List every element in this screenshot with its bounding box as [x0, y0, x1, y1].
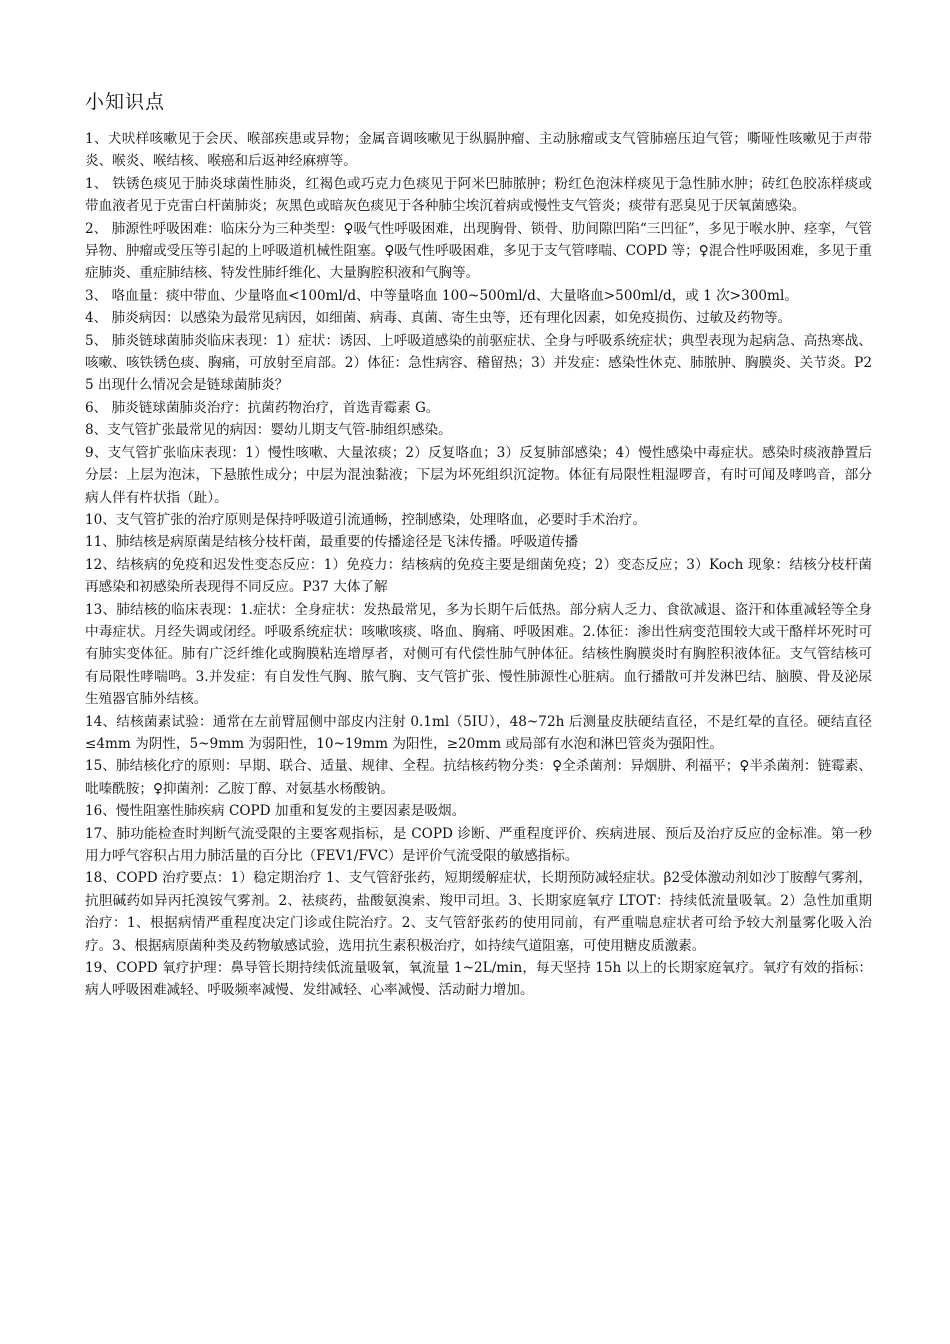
note-item-17: 17、肺功能检查时判断气流受限的主要客观指标，是 COPD 诊断、严重程度评价、疾病进展、预后及治疗反应的金标准。第一秒用力呼气容积占用力肺活量的百分比（FEV1/FVC）是评价气流受限的敏感指标。 [85, 825, 872, 864]
note-item-4: 4、 肺炎病因：以感染为最常见病因，如细菌、病毒、真菌、寄生虫等，还有理化因素，如免疫损伤、过敏及药物等。 [85, 310, 792, 327]
note-item-3: 3、 咯血量：痰中带血、少量咯血<100ml/d、中等量咯血 100~500ml/d、大量咯血>500ml/d，或 1 次>300ml。 [85, 287, 798, 304]
note-item-18: 18、COPD 治疗要点：1）稳定期治疗 1、支气管舒张药，短期缓解症状，长期预防减轻症状。β2受体激动剂如沙丁胺醇气雾剂，抗胆碱药如异丙托溴铵气雾剂。2、祛痰药，盐酸氨溴索、羧甲司坦。3、长期家庭氧疗 LTOT：持续低流量吸氧。2）急性加重期治疗：1、根据病情严重程度决定门诊或住院治疗。2、支气管舒张药的使用同前，有严重喘息症状者可给予较大剂量雾化吸入治疗。3、根据病原菌种类及药物敏感试验，选用抗生素积极治疗，如持续气道阻塞，可使用糖皮质激素。 [85, 870, 872, 954]
note-item-10: 10、支气管扩张的治疗原则是保持呼吸道引流通畅，控制感染，处理咯血，必要时手术治疗。 [85, 511, 647, 528]
notes-list [85, 128, 872, 1002]
note-item-14: 14、结核菌素试验：通常在左前臂屈侧中部皮内注射 0.1ml（5IU），48~72h 后测量皮肤硬结直径，不是红晕的直径。硬结直径≤4mm 为阴性，5~9mm 为弱阳性，10~19mm 为阳性，≥20mm 或局部有水泡和淋巴管炎为强阳性。 [85, 713, 872, 752]
note-item-1b: 1、 铁锈色痰见于肺炎球菌性肺炎，红褐色或巧克力色痰见于阿米巴肺脓肿；粉红色泡沫样痰见于急性肺水肿；砖红色胶冻样痰或带血液者见于克雷白杆菌肺炎；灰黑色或暗灰色痰见于各种肺尘埃沉着病或慢性支气管炎；痰带有恶臭见于厌氧菌感染。 [85, 175, 872, 215]
note-item-8: 8、支气管扩张最常见的病因：婴幼儿期支气管-肺组织感染。 [85, 422, 452, 439]
note-item-11: 11、肺结核是病原菌是结核分枝杆菌，最重要的传播途径是飞沫传播。呼吸道传播 [85, 534, 579, 551]
note-item-9: 9、支气管扩张临床表现：1）慢性咳嗽、大量浓痰；2）反复咯血；3）反复肺部感染；4）慢性感染中毒症状。感染时痰液静置后分层：上层为泡沫，下悬脓性成分；中层为混浊黏液；下层为坏死组织沉淀物。体征有局限性粗湿啰音，有时可闻及哮鸣音，部分病人伴有杵状指（趾）。 [85, 444, 872, 506]
note-item-16: 16、慢性阻塞性肺疾病 COPD 加重和复发的主要因素是吸烟。 [85, 803, 466, 820]
note-item-12: 12、结核病的免疫和迟发性变态反应：1）免疫力：结核病的免疫主要是细菌免疫；2）变态反应；3）Koch 现象：结核分枝杆菌再感染和初感染所表现得不同反应。P37 大体了解 [85, 556, 872, 596]
note-item-5: 5、 肺炎链球菌肺炎临床表现：1）症状：诱因、上呼吸道感染的前驱症状、全身与呼吸系统症状；典型表现为起病急、高热寒战、咳嗽、咳铁锈色痰、胸痛，可放射至肩部。2）体征：急性病容、稽留热；3）并发症：感染性休克、肺脓肿、胸膜炎、关节炎。P25 出现什么情况会是链球菌肺炎？ [85, 332, 872, 394]
note-item-15: 15、肺结核化疗的原则：早期、联合、适量、规律、全程。抗结核药物分类：♀全杀菌剂：异烟肼、利福平；♀半杀菌剂：链霉素、吡嗪酰胺；♀抑菌剂：乙胺丁醇、对氨基水杨酸钠。 [85, 758, 872, 797]
note-item-6: 6、 肺炎链球菌肺炎治疗：抗菌药物治疗，首选青霉素 G。 [85, 399, 440, 416]
note-item-13: 13、肺结核的临床表现：1.症状：全身症状：发热最常见，多为长期午后低热。部分病人乏力、食欲减退、盗汗和体重减轻等全身中毒症状。月经失调或闭经。呼吸系统症状：咳嗽咳痰、咯血、胸痛、呼吸困难。2.体征：渗出性病变范围较大或干酪样坏死时可有肺实变体征。肺有广泛纤维化或胸膜粘连增厚者，对侧可有代偿性肺气肿体征。结核性胸膜炎时有胸腔积液体征。支气管结核可有局限性哮喘鸣。3.并发症：有自发性气胸、脓气胸、支气管扩张、慢性肺源性心脏病。血行播散可并发淋巴结、脑膜、骨及泌尿生殖器官肺外结核。 [85, 601, 872, 708]
note-item-1: 1、犬吠样咳嗽见于会厌、喉部疾患或异物；金属音调咳嗽见于纵膈肿瘤、主动脉瘤或支气管肺癌压迫气管；嘶哑性咳嗽见于声带炎、喉炎、喉结核、喉癌和后返神经麻痹等。 [85, 131, 872, 170]
note-item-2: 2、 肺源性呼吸困难：临床分为三种类型：♀吸气性呼吸困难，出现胸骨、锁骨、肋间隙凹陷“三凹征”，多见于喉水肿、痉挛，气管异物、肿瘤或受压等引起的上呼吸道机械性阻塞。♀吸气性呼吸困难，多见于支气管哮喘、COPD 等；♀混合性呼吸困难，多见于重症肺炎、重症肺结核、特发性肺纤维化、大量胸腔积液和气胸等。 [85, 220, 872, 282]
note-item-19: 19、COPD 氧疗护理：鼻导管长期持续低流量吸氧，氧流量 1~2L/min，每天坚持 15h 以上的长期家庭氧疗。氧疗有效的指标：病人呼吸困难减轻、呼吸频率减慢、发绀减轻、心率减慢、活动耐力增加。 [85, 960, 872, 999]
page-title: 小知识点 [85, 91, 166, 113]
